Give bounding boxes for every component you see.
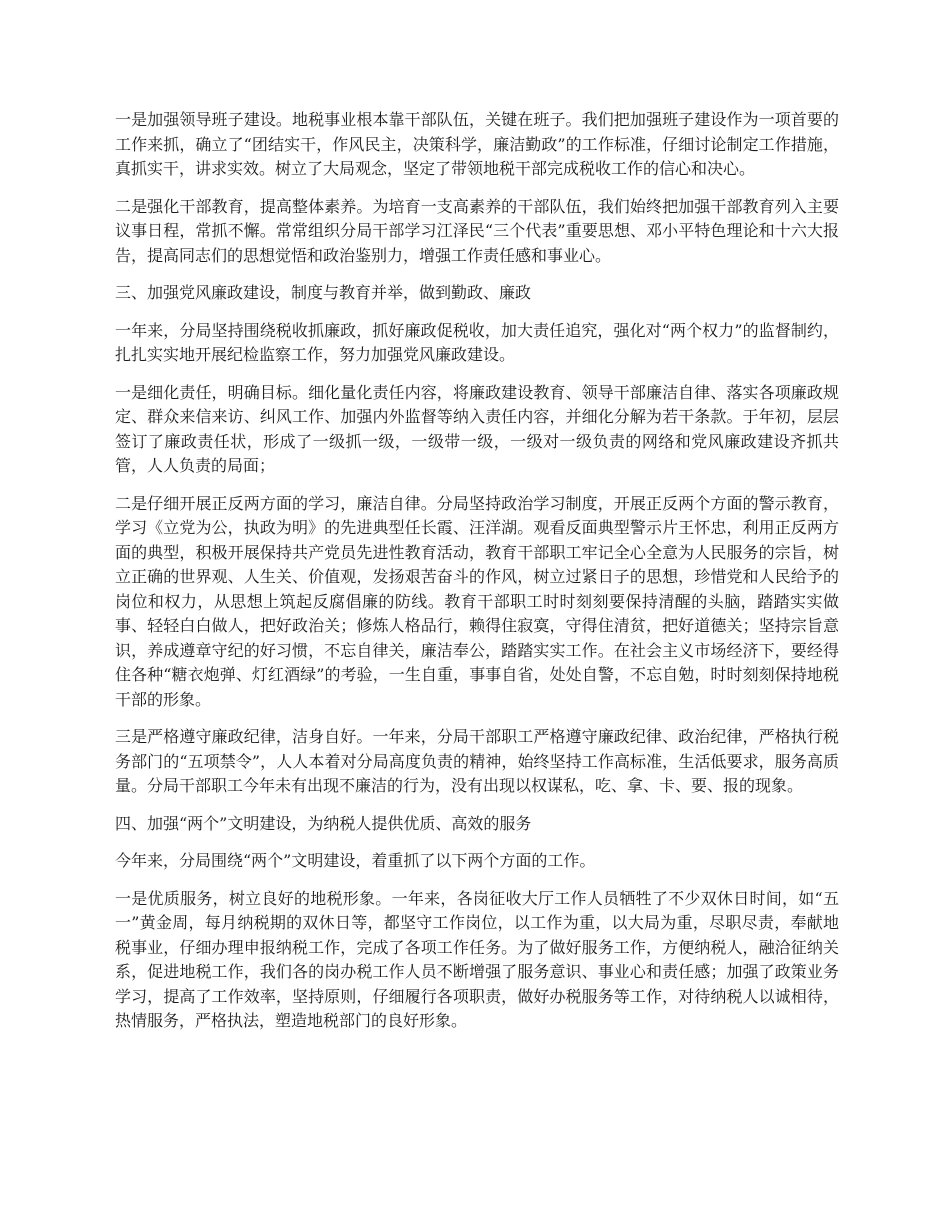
paragraph-civilization-intro: 今年来，分局围绕“两个”文明建设，着重抓了以下两个方面的工作。	[115, 851, 596, 870]
document-body	[115, 108, 839, 1047]
paragraph-leadership: 一是加强领导班子建设。地税事业根本靠干部队伍，关键在班子。我们把加强班子建设作为一项首要的工作来抓，确立了“团结实干，作风民主，决策科学，廉洁勤政”的工作标准，仔细讨论制定工作措施，真抓实干，讲求实效。树立了大局观念，坚定了带领地税干部完成税收工作的信心和决心。	[115, 110, 839, 178]
section-heading-civilization: 四、加强“两个”文明建设，为纳税人提供优质、高效的服务	[115, 813, 532, 833]
section-heading-integrity: 三、加强党风廉政建设，制度与教育并举，做到勤政、廉政	[115, 283, 532, 302]
paragraph-integrity-intro: 一年来，分局坚持围绕税收抓廉政，抓好廉政促税收，加大责任追究，强化对“两个权力”的监督制约，扎扎实实地开展纪检监察工作，努力加强党风廉政建设。	[115, 320, 839, 364]
paragraph-study: 二是仔细开展正反两方面的学习，廉洁自律。分局坚持政治学习制度，开展正反两个方面的警示教育，学习《立党为公，执政为明》的先进典型任长霞、汪洋湖。观看反面典型警示片王怀忠，利用正反两方面的典型，积极开展保持共产党员先进性教育活动，教育干部职工牢记全心全意为人民服务的宗旨，树立正确的世界观、人生关、价值观，发扬艰苦奋斗的作风，树立过紧日子的思想，珍惜党和人民给予的岗位和权力，从思想上筑起反腐倡廉的防线。教育干部职工时时刻刻要保持清醒的头脑，踏踏实实做事、轻轻白白做人，把好政治关；修炼人格品行，赖得住寂寞，守得住清贫，把好道德关；坚持宗旨意识，养成遵章守纪的好习惯，不忘自律关，廉洁奉公，踏踏实实工作。在社会主义市场经济下，要经得住各种“糖衣炮弹、灯红酒绿”的考验，一生自重，事事自省，处处自警，不忘自勉，时时刻刻保持地税干部的形象。	[115, 493, 839, 709]
paragraph-discipline: 三是严格遵守廉政纪律，洁身自好。一年来，分局干部职工严格遵守廉政纪律、政治纪律，严格执行税务部门的“五项禁令”，人人本着对分局高度负责的精神，始终坚持工作高标准，生活低要求，服务高质量。分局干部职工今年未有出现不廉洁的行为，没有出现以权谋私，吃、拿、卡、要、报的现象。	[115, 727, 839, 795]
paragraph-education: 二是强化干部教育，提高整体素养。为培育一支高素养的干部队伍，我们始终把加强干部教育列入主要议事日程，常抓不懈。常常组织分局干部学习江泽民“三个代表”重要思想、邓小平特色理论和十六大报告，提高同志们的思想觉悟和政治鉴别力，增强工作责任感和事业心。	[115, 196, 839, 265]
paragraph-responsibility: 一是细化责任，明确目标。细化量化责任内容，将廉政建设教育、领导干部廉洁自律、落实各项廉政规定、群众来信来访、纠风工作、加强内外监督等纳入责任内容，并细化分解为若干条款。于年初，层层签订了廉政责任状，形成了一级抓一级，一级带一级，一级对一级负责的网络和党风廉政建设齐抓共管，人人负责的局面；	[115, 382, 839, 475]
paragraph-service: 一是优质服务，树立良好的地税形象。一年来，各岗征收大厅工作人员牺牲了不少双休日时间，如“五一”黄金周，每月纳税期的双休日等，都坚守工作岗位，以工作为重，以大局为重，尽职尽责，奉献地税事业，仔细办理申报纳税工作，完成了各项工作任务。为了做好服务工作，方便纳税人，融洽征纳关系，促进地税工作，我们各的岗办税工作人员不断增强了服务意识、事业心和责任感；加强了政策业务学习，提高了工作效率，坚持原则，仔细履行各项职责，做好办税服务等工作，对待纳税人以诚相待，热情服务，严格执法，塑造地税部门的良好形象。	[115, 888, 839, 1030]
